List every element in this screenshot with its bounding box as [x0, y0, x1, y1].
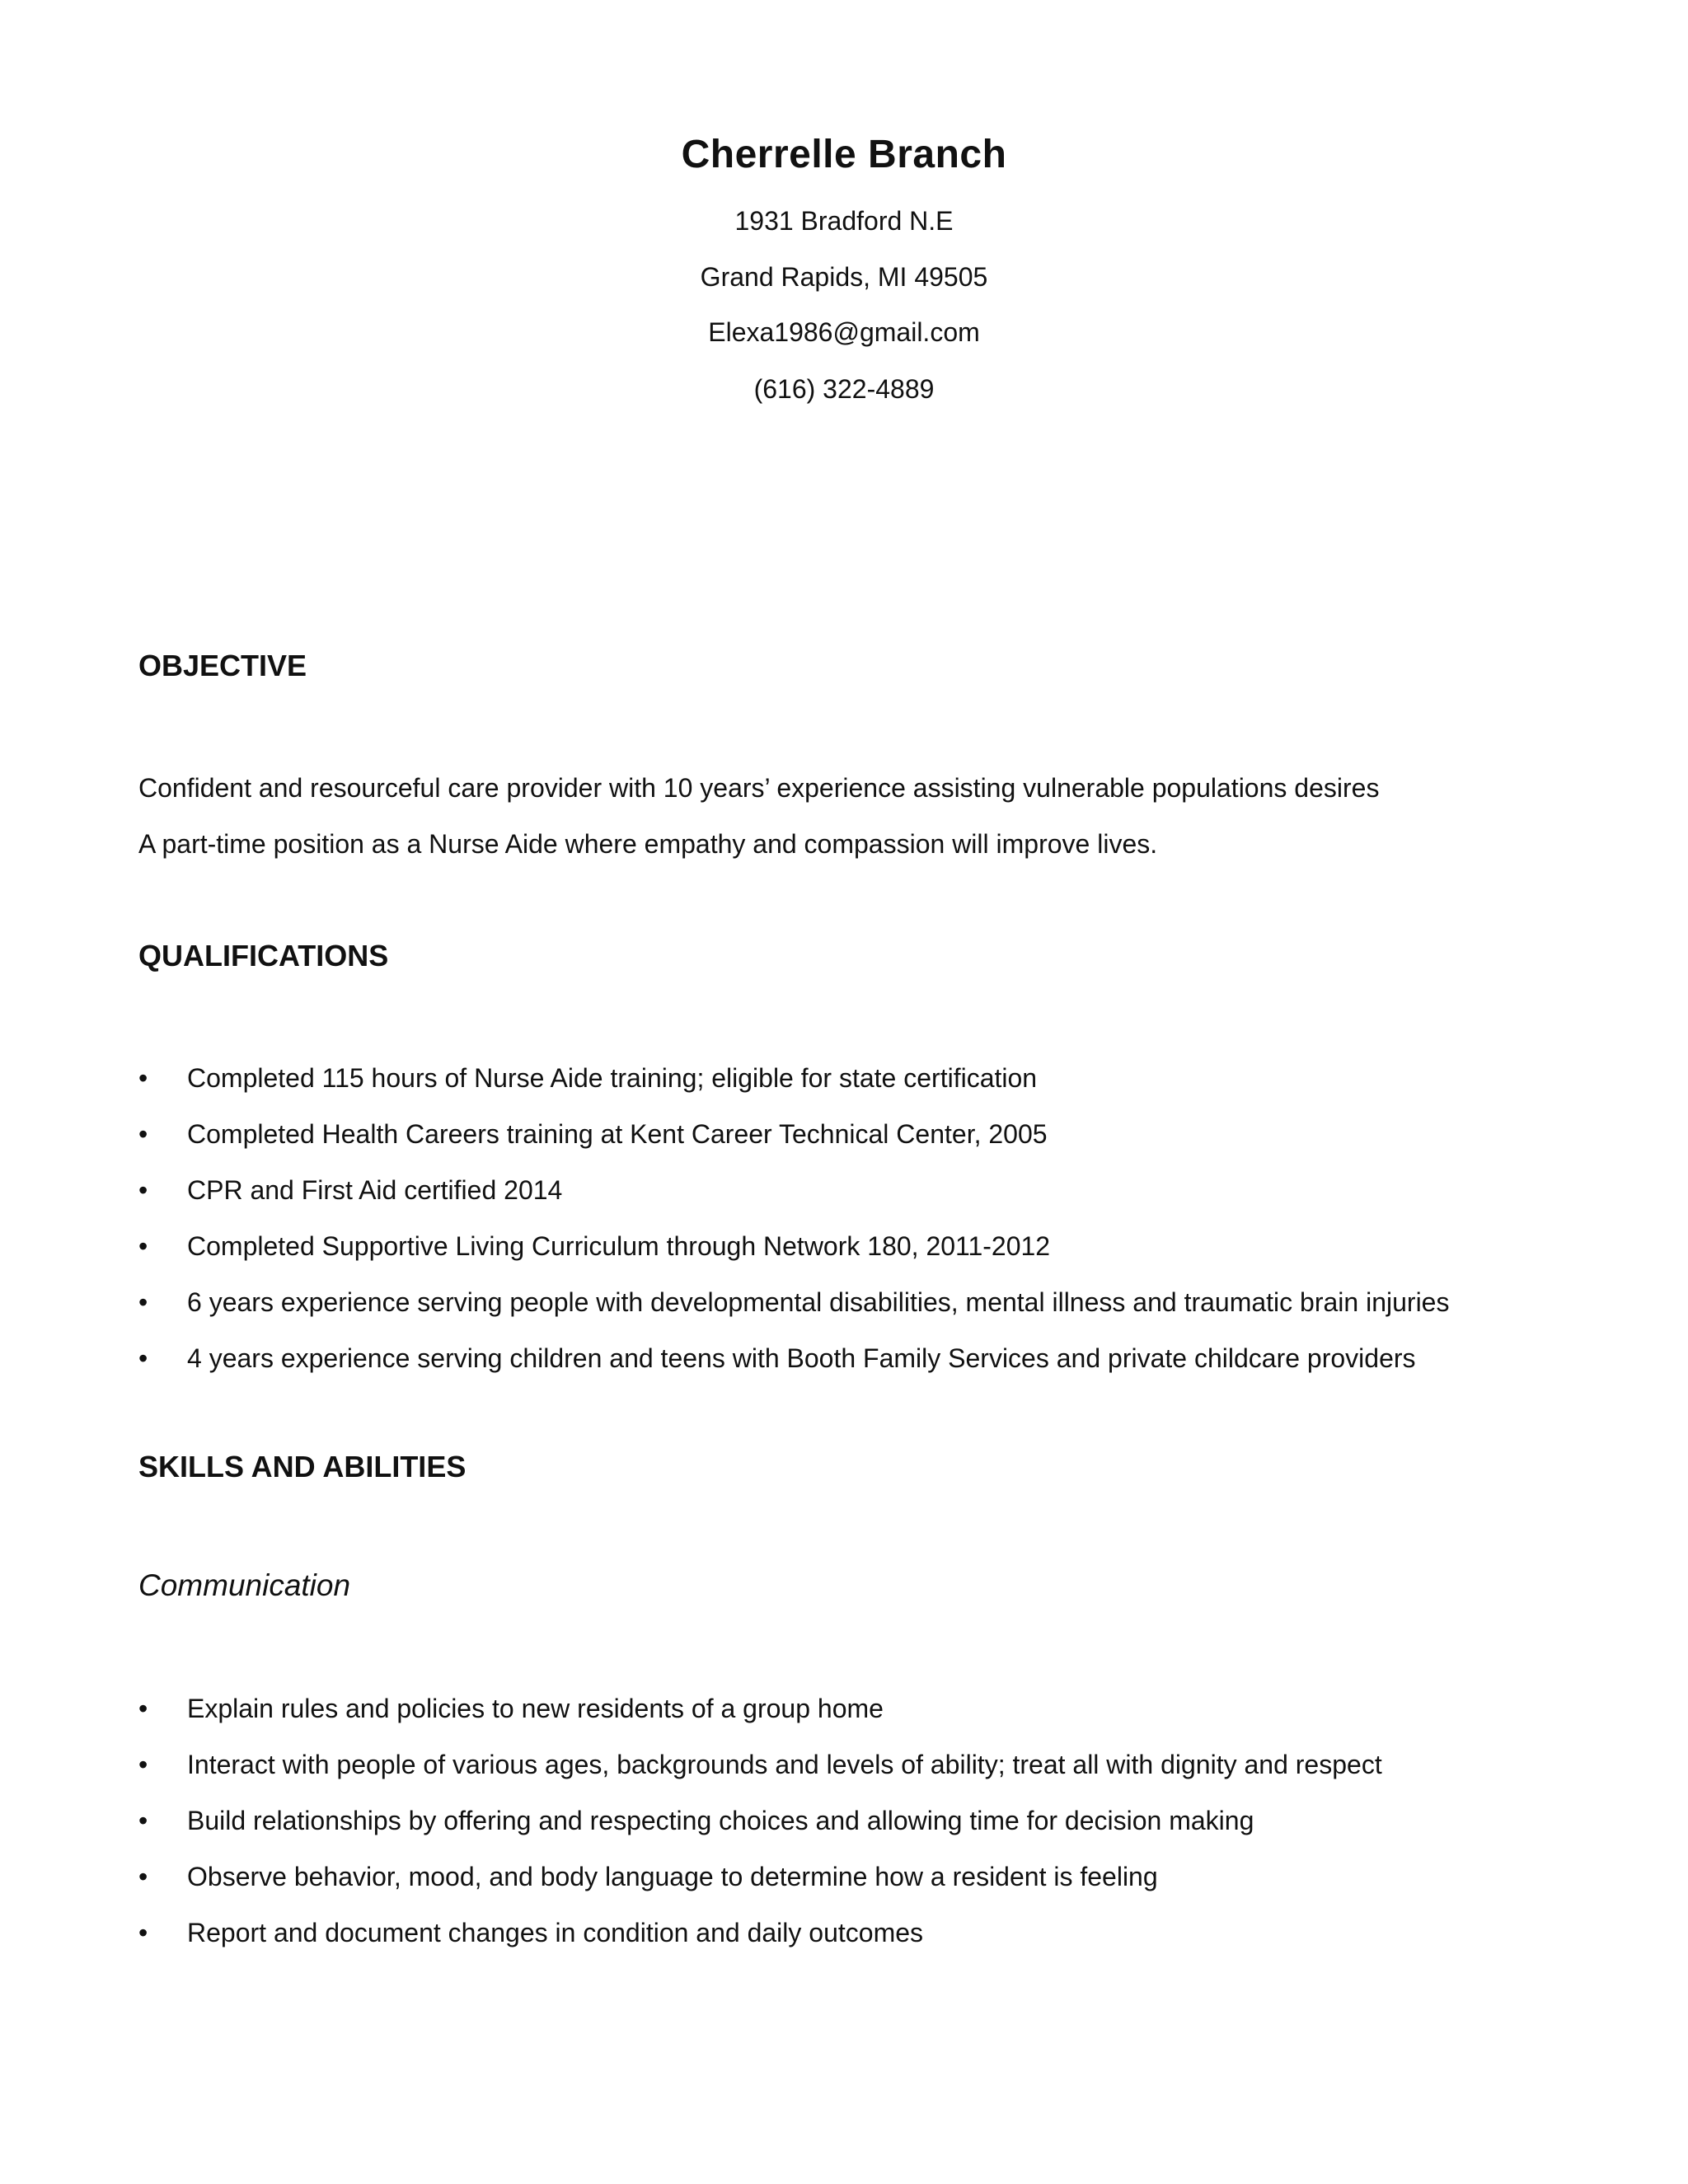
- objective-line-2: A part-time position as a Nurse Aide where empathy and compassion will improve lives.: [138, 829, 1158, 859]
- bullet-icon: •: [138, 1806, 148, 1835]
- qualification-text: CPR and First Aid certified 2014: [187, 1175, 563, 1205]
- objective-heading: OBJECTIVE: [138, 649, 307, 682]
- address-line-1: 1931 Bradford N.E: [734, 206, 954, 236]
- qualifications-heading: QUALIFICATIONS: [138, 939, 389, 972]
- qualification-text: Completed Health Careers training at Kent Career Technical Center, 2005: [187, 1119, 1048, 1149]
- skill-text: Explain rules and policies to new residents of a group home: [187, 1694, 884, 1723]
- skill-text: Interact with people of various ages, backgrounds and levels of ability; treat all with dignity and respect: [187, 1750, 1382, 1779]
- skill-text: Report and document changes in condition and daily outcomes: [187, 1918, 924, 1947]
- bullet-icon: •: [138, 1694, 148, 1723]
- bullet-icon: •: [138, 1231, 148, 1261]
- bullet-icon: •: [138, 1119, 148, 1149]
- skills-heading: SKILLS AND ABILITIES: [138, 1450, 467, 1483]
- qualification-text: 4 years experience serving children and teens with Booth Family Services and private childcare providers: [187, 1343, 1416, 1373]
- phone-number: (616) 322-4889: [753, 374, 935, 404]
- bullet-icon: •: [138, 1918, 148, 1947]
- skill-text: Observe behavior, mood, and body language to determine how a resident is feeling: [187, 1862, 1158, 1891]
- bullet-icon: •: [138, 1175, 148, 1205]
- email-address: Elexa1986@gmail.com: [708, 317, 980, 347]
- bullet-icon: •: [138, 1750, 148, 1779]
- bullet-icon: •: [138, 1287, 148, 1317]
- qualification-text: 6 years experience serving people with developmental disabilities, mental illness and traumatic brain injuries: [187, 1287, 1450, 1317]
- bullet-icon: •: [138, 1063, 148, 1093]
- bullet-icon: •: [138, 1862, 148, 1891]
- skill-text: Build relationships by offering and respecting choices and allowing time for decision making: [187, 1806, 1254, 1835]
- bullet-icon: •: [138, 1343, 148, 1373]
- resume-name: Cherrelle Branch: [681, 133, 1007, 176]
- objective-line-1: Confident and resourceful care provider with 10 years’ experience assisting vulnerable populations desires: [138, 773, 1380, 803]
- qualification-text: Completed Supportive Living Curriculum through Network 180, 2011-2012: [187, 1231, 1051, 1261]
- communication-subheading: Communication: [138, 1568, 351, 1602]
- qualification-text: Completed 115 hours of Nurse Aide training; eligible for state certification: [187, 1063, 1038, 1093]
- address-line-2: Grand Rapids, MI 49505: [700, 262, 988, 292]
